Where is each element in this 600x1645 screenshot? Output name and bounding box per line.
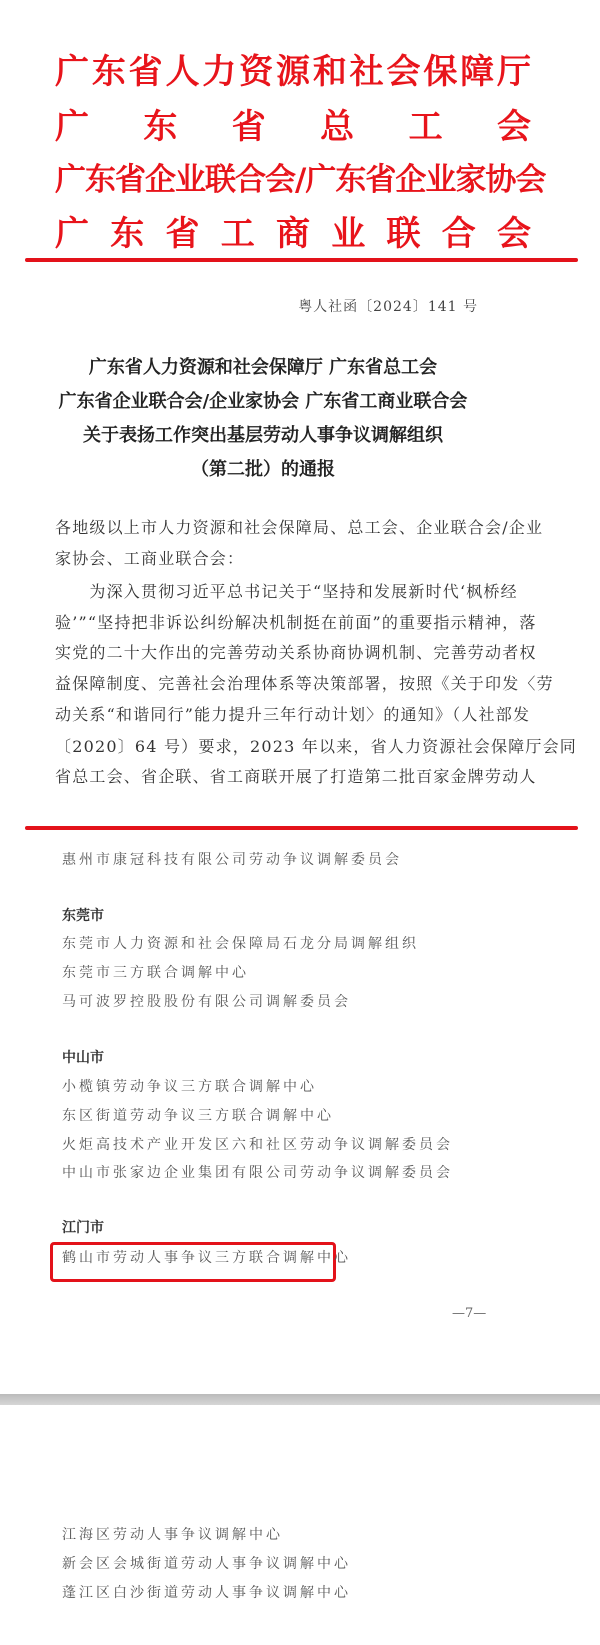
list-item: 东莞市三方联合调解中心 bbox=[62, 965, 249, 981]
char: 业 bbox=[331, 214, 366, 254]
body-line: 各地级以上市人力资源和社会保障局、总工会、企业联合会/企业 bbox=[55, 518, 544, 537]
list-item: 火炬高技术产业开发区六和社区劳动争议调解委员会 bbox=[62, 1137, 453, 1153]
list-item: 小榄镇劳动争议三方联合调解中心 bbox=[62, 1079, 317, 1095]
page-number: —7— bbox=[452, 1306, 487, 1321]
title-line-1: 广东省人力资源和社会保障厅 广东省总工会 bbox=[88, 357, 438, 378]
letterhead-line-3: 广东省企业联合会/广东省企业家协会 bbox=[55, 162, 546, 198]
body-line: 〔2020〕64 号）要求，2023 年以来，省人力资源社会保障厅会同 bbox=[55, 737, 577, 756]
document-number: 粤人社函〔2024〕141 号 bbox=[298, 299, 478, 315]
body-line: 验’”“坚持把非诉讼纠纷解决机制挺在前面”的重要指示精神，落 bbox=[55, 613, 537, 632]
list-item: 新会区会城街道劳动人事争议调解中心 bbox=[62, 1556, 351, 1572]
char: 东 bbox=[143, 107, 178, 147]
body-line: 家协会、工商业联合会： bbox=[55, 549, 245, 568]
char: 商 bbox=[276, 214, 310, 254]
body-line: 为深入贯彻习近平总书记关于“坚持和发展新时代‘枫桥经 bbox=[55, 582, 518, 601]
list-item: 江海区劳动人事争议调解中心 bbox=[62, 1527, 283, 1543]
char: 联 bbox=[386, 214, 421, 254]
city-heading: 东莞市 bbox=[62, 908, 104, 924]
page-separator bbox=[0, 1394, 600, 1405]
char: 工 bbox=[408, 107, 443, 147]
char: 工 bbox=[220, 214, 255, 254]
list-item: 东莞市人力资源和社会保障局石龙分局调解组织 bbox=[62, 936, 419, 952]
char: 广 bbox=[55, 214, 89, 254]
title-line-3: 关于表扬工作突出基层劳动人事争议调解组织 bbox=[83, 425, 443, 446]
list-item: 马可波罗控股股份有限公司调解委员会 bbox=[62, 994, 351, 1010]
char: 广 bbox=[55, 107, 89, 147]
char: 省 bbox=[231, 107, 266, 147]
char: 东 bbox=[110, 214, 145, 254]
char: 会 bbox=[496, 107, 531, 147]
body-line: 动关系“和谐同行”能力提升三年行动计划〉的通知》（人社部发 bbox=[55, 705, 531, 724]
list-item: 东区街道劳动争议三方联合调解中心 bbox=[62, 1108, 334, 1124]
letterhead-line-2 bbox=[55, 107, 531, 147]
city-heading: 中山市 bbox=[62, 1050, 104, 1066]
char: 会 bbox=[497, 214, 531, 254]
list-item: 惠州市康冠科技有限公司劳动争议调解委员会 bbox=[62, 852, 402, 868]
red-divider bbox=[25, 258, 578, 262]
letterhead-line-4 bbox=[55, 214, 531, 254]
list-item: 蓬江区白沙街道劳动人事争议调解中心 bbox=[62, 1585, 351, 1601]
title-line-2: 广东省企业联合会/企业家协会 广东省工商业联合会 bbox=[58, 391, 468, 412]
city-heading: 江门市 bbox=[62, 1220, 104, 1236]
body-line: 益保障制度、完善社会治理体系等决策部署，按照《关于印发〈劳 bbox=[55, 674, 554, 693]
body-line: 省总工会、省企联、省工商联开展了打造第二批百家金牌劳动人 bbox=[55, 767, 537, 786]
letterhead-line-1: 广东省人力资源和社会保障厅 bbox=[55, 52, 531, 92]
list-item: 中山市张家边企业集团有限公司劳动争议调解委员会 bbox=[62, 1165, 453, 1181]
title-line-4: （第二批）的通报 bbox=[191, 459, 335, 480]
char: 合 bbox=[441, 214, 476, 254]
body-line: 实党的二十大作出的完善劳动关系协商协调机制、完善劳动者权 bbox=[55, 643, 537, 662]
char: 总 bbox=[320, 107, 355, 147]
char: 省 bbox=[165, 214, 200, 254]
red-divider bbox=[25, 826, 578, 830]
highlighted-list-item: 鹤山市劳动人事争议三方联合调解中心 bbox=[62, 1250, 351, 1266]
